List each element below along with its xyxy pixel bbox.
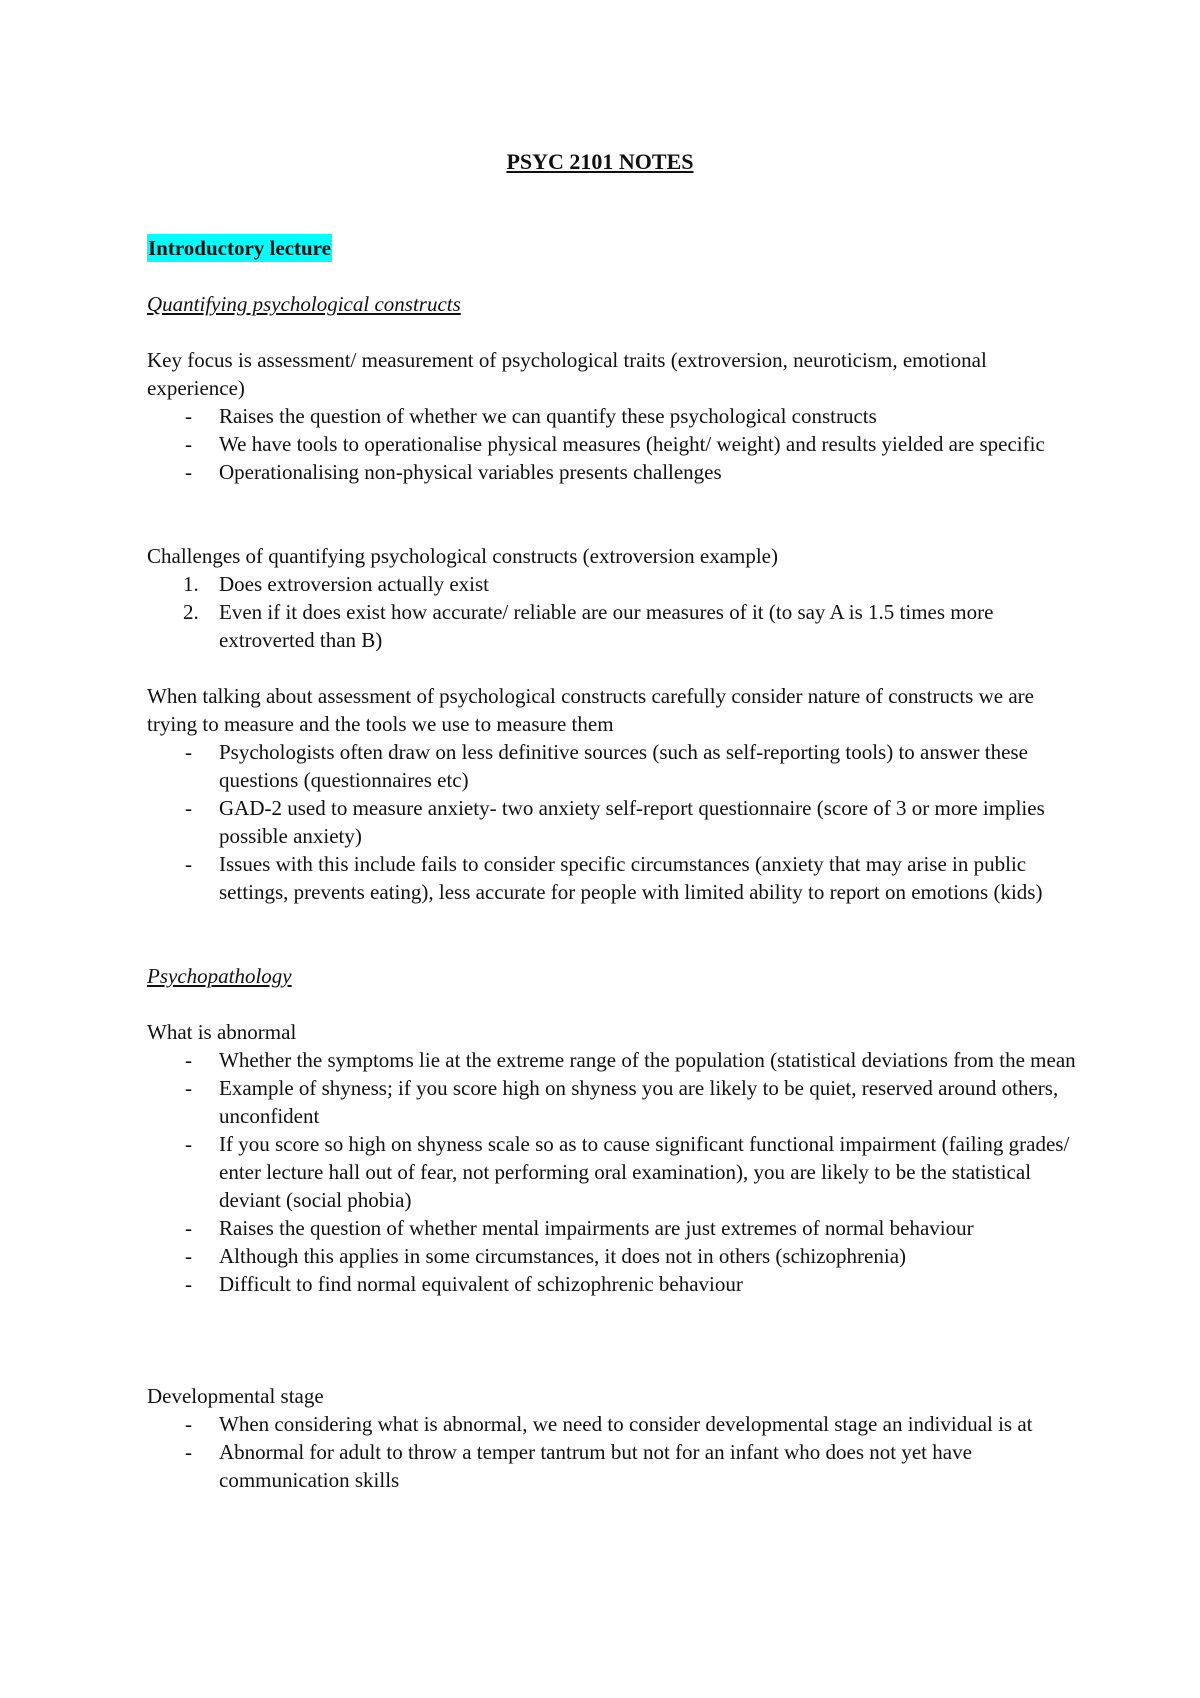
list-item [147,850,1077,906]
list-item [147,458,1077,486]
list-item-text: When considering what is abnormal, we need to consider developmental stage an individual is at [219,1412,1033,1436]
list-item [147,1410,1077,1438]
dash-marker: - [185,1412,192,1436]
dash-marker: - [185,432,192,456]
dash-marker: - [185,1440,192,1464]
list-item [147,1242,1077,1270]
list-item-text: Abnormal for adult to throw a temper tantrum but not for an infant who does not yet have communication skills [219,1440,972,1492]
paragraph-key-focus: Key focus is assessment/ measurement of psychological traits (extroversion, neuroticism, emotional experience) [147,348,987,400]
list-item [147,794,1077,850]
list-item [147,570,1077,598]
list-item [147,598,1077,654]
list-item-text: Raises the question of whether mental impairments are just extremes of normal behaviour [219,1216,974,1240]
list-item [147,1270,1077,1298]
list-item [147,738,1077,794]
dash-marker: - [185,740,192,764]
dash-marker: - [185,1048,192,1072]
list-item [147,1046,1077,1074]
dash-marker: - [185,1132,192,1156]
section-heading: Introductory lecture [148,236,331,260]
list-item [147,430,1077,458]
list-item [147,1214,1077,1242]
list-item [147,1130,1077,1214]
document-title: PSYC 2101 NOTES [506,149,694,174]
list-item-text: Operationalising non-physical variables presents challenges [219,460,722,484]
list-item-text: Even if it does exist how accurate/ reliable are our measures of it (to say A is 1.5 times more extroverted than B) [219,600,994,652]
list-item [147,402,1077,430]
dash-marker: - [185,1272,192,1296]
list-item-text: Psychologists often draw on less definitive sources (such as self-reporting tools) to answer these questions (questionnaires etc) [219,740,1028,792]
subheading-psychopathology: Psychopathology [147,964,292,988]
paragraph-challenges: Challenges of quantifying psychological constructs (extroversion example) [147,544,778,568]
dash-marker: - [185,1244,192,1268]
bullet-list-3 [147,1046,1077,1298]
dash-marker: - [185,1216,192,1240]
list-item [147,1438,1077,1494]
paragraph-what-is-abnormal: What is abnormal [147,1020,297,1044]
list-item-text: Does extroversion actually exist [219,572,490,596]
dash-marker: - [185,796,192,820]
dash-marker: - [185,404,192,428]
bullet-list-1 [147,402,1077,486]
list-item-text: If you score so high on shyness scale so as to cause significant functional impairment (failing grades/ enter lecture hall out of fear, not performing oral examination), you are likely to be the statistical deviant (social phobia) [219,1132,1070,1212]
list-item-text: Difficult to find normal equivalent of schizophrenic behaviour [219,1272,743,1296]
bullet-list-2 [147,738,1077,906]
list-item-text: We have tools to operationalise physical measures (height/ weight) and results yielded are specific [219,432,1045,456]
list-item-text: Whether the symptoms lie at the extreme range of the population (statistical deviations from the mean [219,1048,1076,1072]
number-marker: 1. [183,572,199,596]
bullet-list-4 [147,1410,1077,1494]
subheading-quantifying: Quantifying psychological constructs [147,292,461,316]
dash-marker: - [185,460,192,484]
list-item-text: Raises the question of whether we can quantify these psychological constructs [219,404,877,428]
list-item-text: Although this applies in some circumstances, it does not in others (schizophrenia) [219,1244,907,1268]
numbered-list [147,570,1077,654]
list-item-text: Example of shyness; if you score high on shyness you are likely to be quiet, reserved around others, unconfident [219,1076,1059,1128]
number-marker: 2. [183,600,199,624]
list-item-text: GAD-2 used to measure anxiety- two anxiety self-report questionnaire (score of 3 or more implies possible anxiety) [219,796,1045,848]
dash-marker: - [185,852,192,876]
dash-marker: - [185,1076,192,1100]
list-item [147,1074,1077,1130]
list-item-text: Issues with this include fails to consider specific circumstances (anxiety that may arise in public settings, prevents eating), less accurate for people with limited ability to report on emotions (kids) [219,852,1043,904]
paragraph-assessment: When talking about assessment of psychological constructs carefully consider nature of constructs we are trying to measure and the tools we use to measure them [147,684,1034,736]
paragraph-developmental-stage: Developmental stage [147,1384,324,1408]
